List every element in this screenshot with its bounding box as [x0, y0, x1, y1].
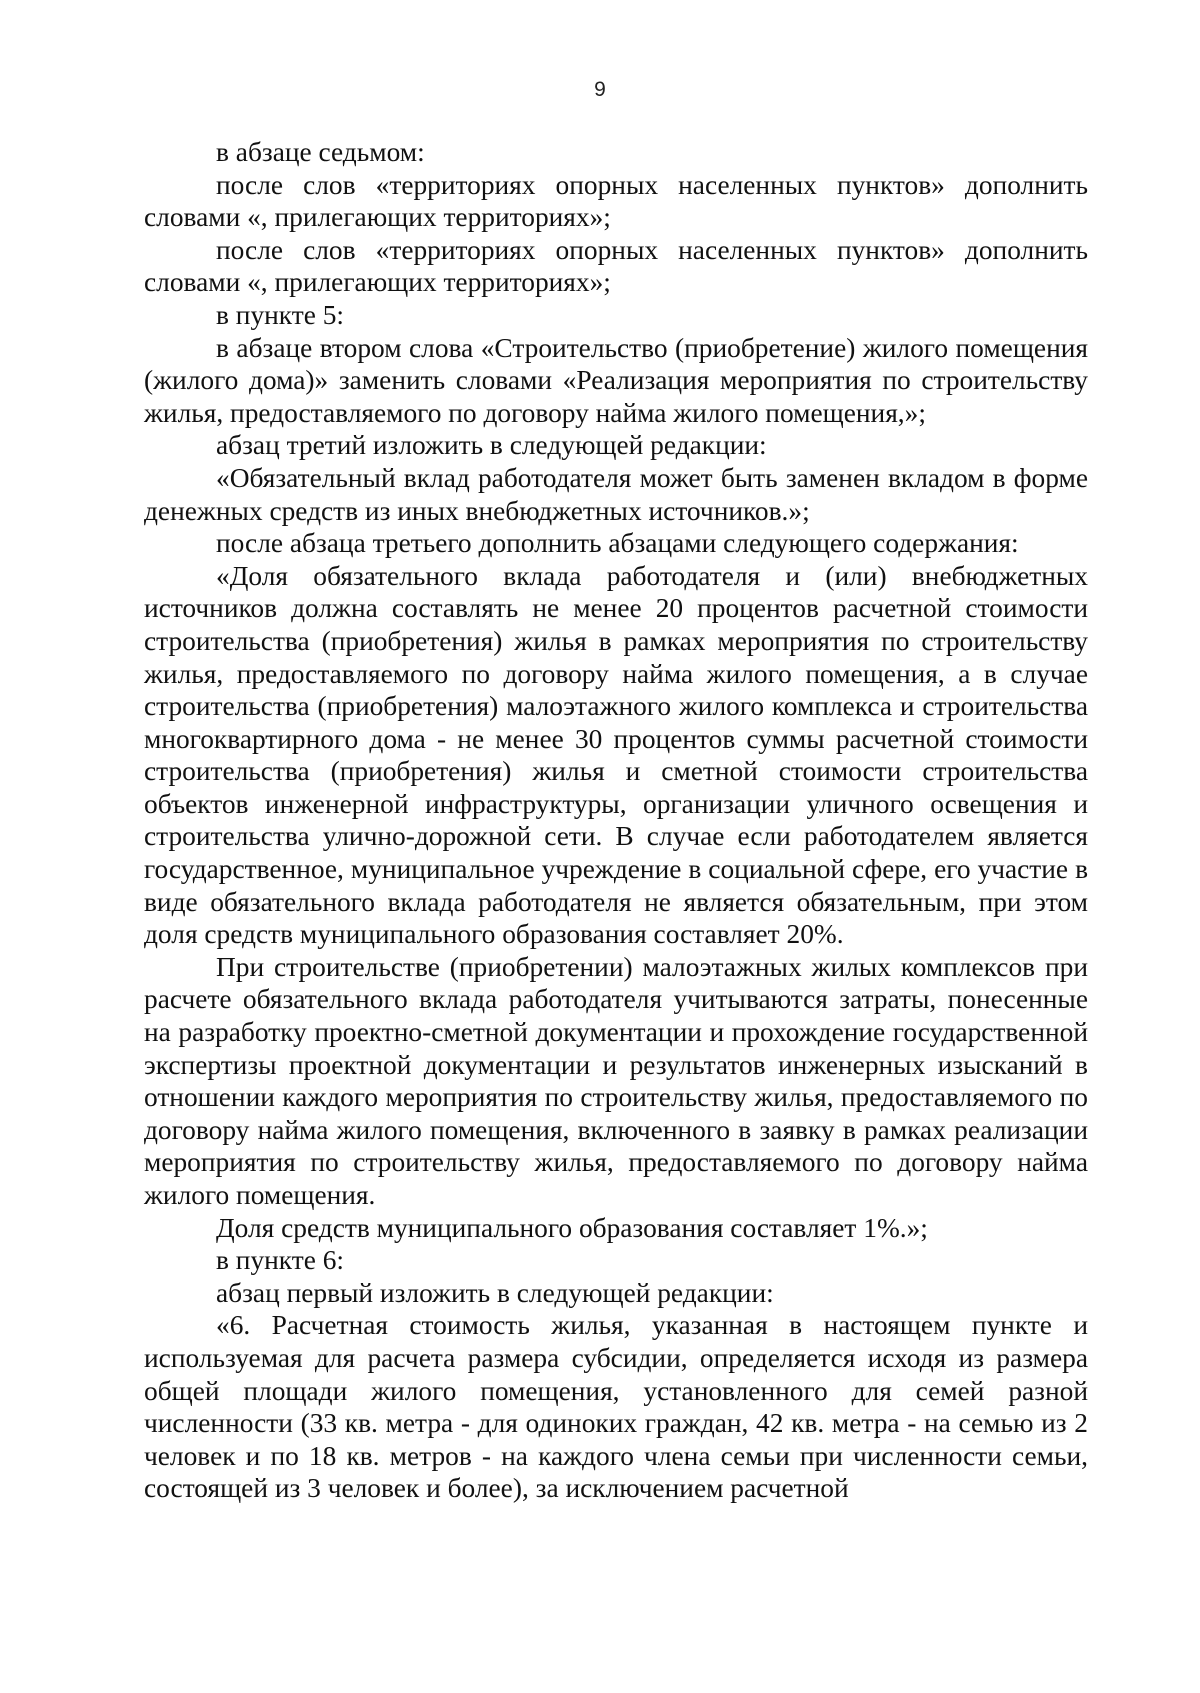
- paragraph: Доля средств муниципального образования составляет 1%.»;: [216, 1212, 928, 1243]
- paragraph: после слов «территориях опорных населенных пунктов» дополнить словами «, прилегающих территориях»;: [144, 169, 1088, 233]
- paragraph: после абзаца третьего дополнить абзацами следующего содержания:: [216, 528, 1019, 559]
- page-number: 9: [594, 78, 606, 101]
- paragraph: после слов «территориях опорных населенных пунктов» дополнить словами «, прилегающих территориях»;: [144, 234, 1088, 298]
- paragraph: в пункте 5:: [216, 299, 345, 330]
- paragraph: абзац первый изложить в следующей редакции:: [216, 1277, 774, 1308]
- paragraph: «Обязательный вклад работодателя может быть заменен вкладом в форме денежных средств из иных внебюджетных источников.»;: [144, 462, 1088, 526]
- paragraph: в пункте 6:: [216, 1245, 345, 1276]
- paragraph: «Доля обязательного вклада работодателя и (или) внебюджетных источников должна составлять не менее 20 процентов расчетной стоимости строительства (приобретения) жилья в рамках мероприятия по строительству жилья, предоставляемого по договору найма жилого помещения, а в случае строительства (приобретения) малоэтажного жилого комплекса и строительства многоквартирного дома - не менее 30 процентов суммы расчетной стоимости строительства (приобретения) жилья и сметной стоимости строительства объектов инженерной инфраструктуры, организации уличного освещения и строительства улично-дорожной сети. В случае если работодателем является государственное, муниципальное учреждение в социальной сфере, его участие в виде обязательного вклада работодателя не является обязательным, при этом доля средств муниципального образования составляет 20%.: [144, 560, 1088, 950]
- paragraph: в абзаце втором слова «Строительство (приобретение) жилого помещения (жилого дома)» заменить словами «Реализация мероприятия по строительству жилья, предоставляемого по договору найма жилого помещения,»;: [144, 332, 1088, 428]
- paragraph: в абзаце седьмом:: [216, 137, 425, 167]
- paragraph: абзац третий изложить в следующей редакции:: [216, 430, 767, 461]
- paragraph: При строительстве (приобретении) малоэтажных жилых комплексов при расчете обязательного вклада работодателя учитываются затраты, понесенные на разработку проектно-сметной документации и прохождение государственной экспертизы проектной документации и результатов инженерных изысканий в отношении каждого мероприятия по строительству жилья, предоставляемого по договору найма жилого помещения, включенного в заявку в рамках реализации мероприятия по строительству жилья, предоставляемого по договору найма жилого помещения.: [144, 951, 1088, 1210]
- paragraph: «6. Расчетная стоимость жилья, указанная в настоящем пункте и используемая для расчета размера субсидии, определяется исходя из размера общей площади жилого помещения, установленного для семей разной численности (33 кв. метра - для одиноких граждан, 42 кв. метра - на семью из 2 человек и по 18 кв. метров - на каждого члена семьи при численности семьи, состоящей из 3 человек и более), за исключением расчетной: [144, 1310, 1088, 1504]
- document-body: [144, 136, 1088, 1505]
